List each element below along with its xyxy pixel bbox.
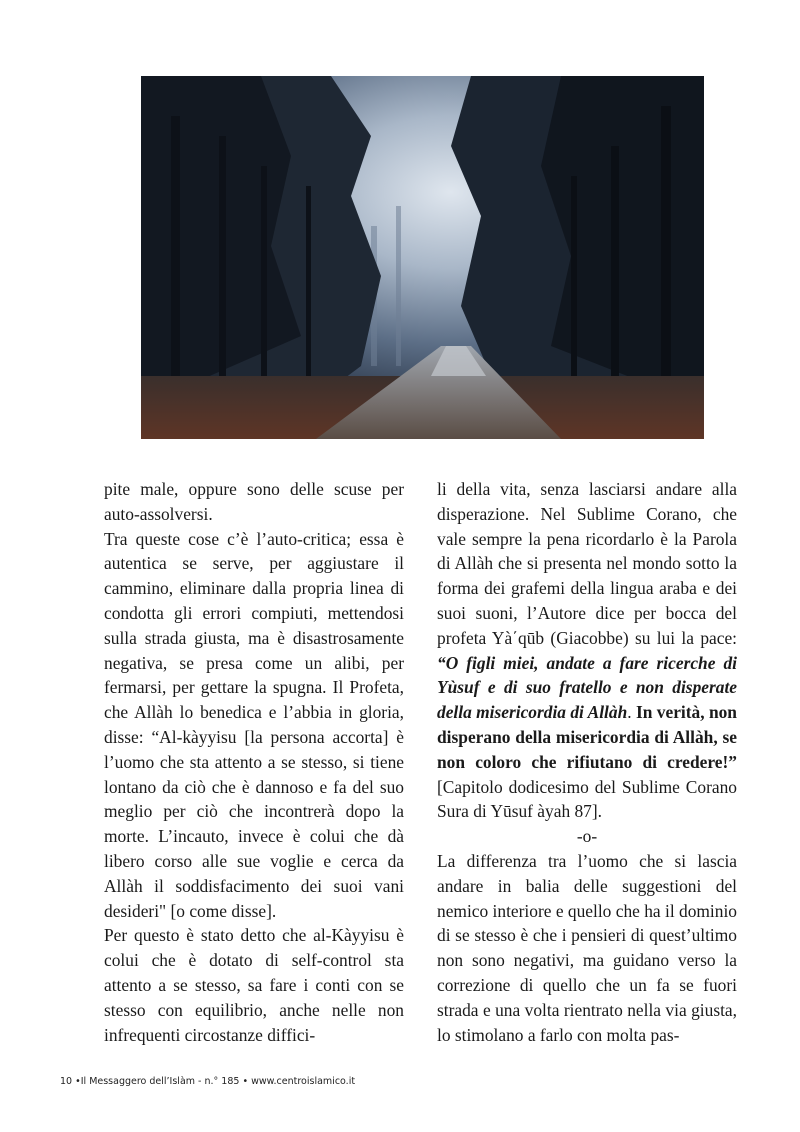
forest-road-photo <box>141 76 704 439</box>
quran-quote-bold: In verità, non disperano della misericordia di Allàh, se non coloro che rifiutano di credere!” <box>437 702 737 772</box>
right-paragraph-1 <box>437 477 737 824</box>
website-link[interactable]: www.centroislamico.it <box>251 1076 356 1087</box>
quote-separator-dot: . <box>627 702 636 723</box>
right-paragraph-2: La differenza tra l’uomo che si lascia andare in balia delle suggestioni del nemico interiore e quello che ha il dominio di se stesso è che i pensieri di quest’ultimo non sono negativi, ma guidano verso la correzione di quello che un fa se fuori strada e una volta rientrato nella via giusta, lo stimolano a farlo con molta pas- <box>437 850 737 1045</box>
page-footer <box>60 1076 355 1087</box>
left-paragraph-3: Per questo è stato detto che al-Kàyyisu è colui che è dotato di self-control sta attento a se stesso, sa fare i conti con se stesso con equilibrio, anche nelle non infrequenti circostanze diffici- <box>104 925 404 1045</box>
left-paragraph-1: pite male, oppure sono delle scuse per auto-assolversi. <box>104 479 404 524</box>
quran-quote-italic: “O figli miei, andate a fare ricerche di Yùsuf e di suo fratello e non disperate della misericordia di Allàh <box>437 652 737 723</box>
right-column <box>437 477 737 1047</box>
section-separator: -o- <box>576 826 598 847</box>
paragraph-text-end: [Capitolo dodicesimo del Sublime Corano Sura di Yūsuf àyah 87]. <box>437 776 737 822</box>
left-paragraph-2: Tra queste cose c’è l’auto-critica; essa è autentica se serve, per aggiustare il cammino, eliminare dalla propria linea di condotta gli errori compiuti, mettendosi sulla strada giusta, ma è disastrosamente negativa, se presa come un alibi, per fermarsi, per gettare la spugna. Il Profeta, che Allàh lo benedica e l’abbia in gloria, disse: “Al-kàyyisu [la persona accorta] è l’uomo che sta attento a se stesso, si tiene lontano da ciò che è dannoso e fa del suo meglio per ciò che incontrerà dopo la morte. L’incauto, invece è colui che dà libero corso alle sue voglie e cerca da Allàh il soddisfacimento dei suoi vani desideri" [o come disse]. <box>104 528 404 921</box>
publication-name: •Il Messaggero dell’Islàm - n.° 185 • <box>75 1076 249 1087</box>
left-column <box>104 477 404 1047</box>
paragraph-text-start: li della vita, senza lasciarsi andare alla disperazione. Nel Sublime Corano, che vale sempre la pena ricordarlo è la Parola di Allàh che si presenta nel mondo sotto la forma dei grafemi della lingua araba e dei suoi suoni, l’Autore dice per bocca del profeta Yà΄qūb (Giacobbe) su lui la pace: <box>437 479 737 648</box>
page-number: 10 <box>60 1076 73 1087</box>
